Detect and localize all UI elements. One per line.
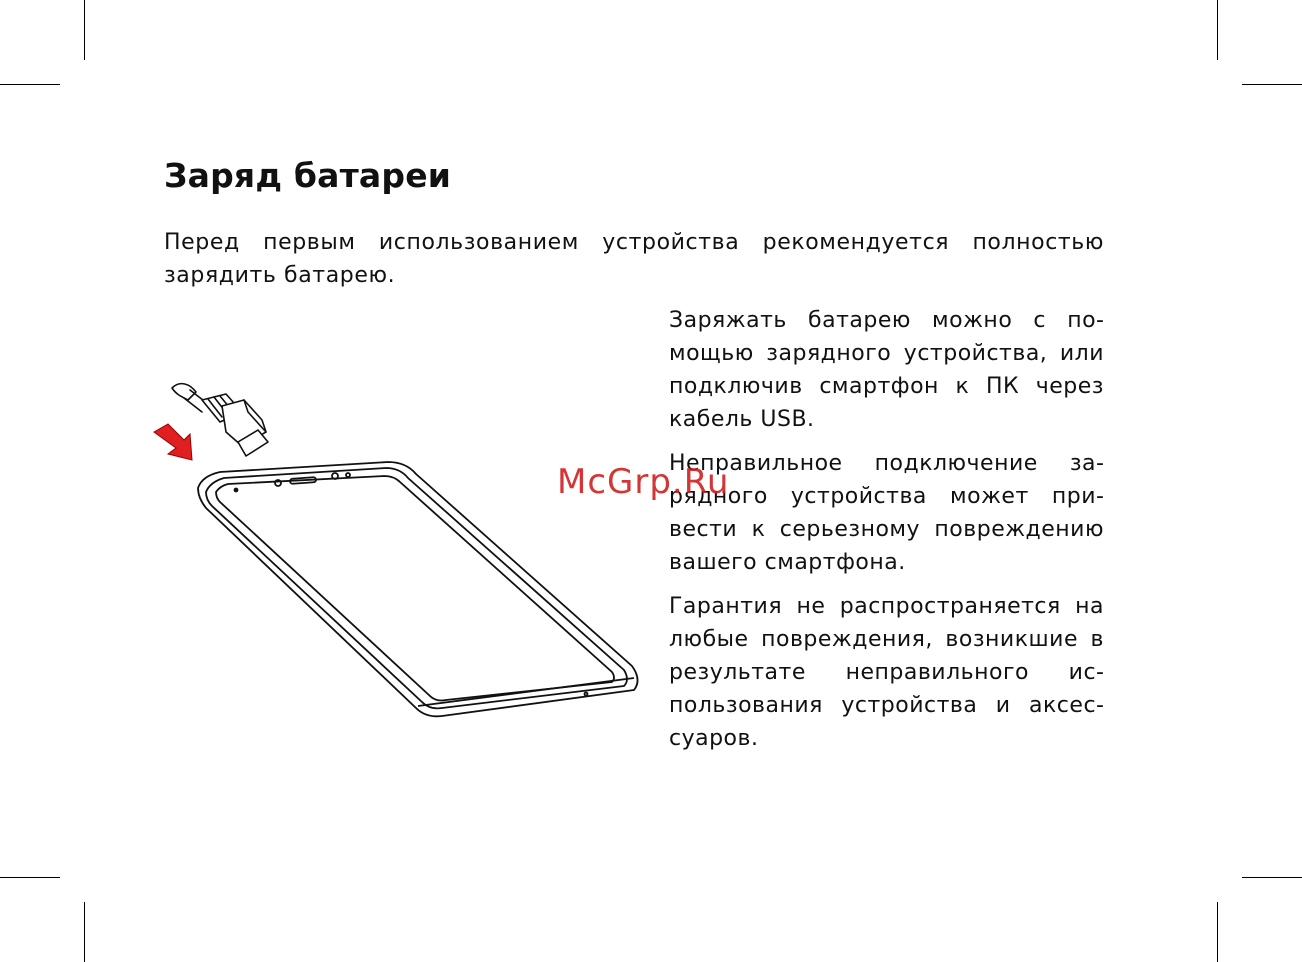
watermark: McGrp.Ru <box>557 462 730 502</box>
phone-charging-usb-icon <box>150 370 650 730</box>
crop-mark-top-left-h <box>0 84 60 85</box>
warning-paragraph: Неправильное подключение зарядного устройства может привести к серьезному повреждению вашего смартфона. <box>669 451 1104 575</box>
crop-mark-bottom-right-h <box>1242 877 1302 878</box>
crop-mark-bottom-left <box>84 902 85 962</box>
crop-mark-top-left <box>84 0 85 60</box>
insert-direction-arrow <box>154 424 192 460</box>
crop-mark-bottom-right <box>1217 902 1218 962</box>
right-column <box>669 304 1104 766</box>
page-title: Заряд батареи <box>164 156 452 195</box>
crop-mark-bottom-left-h <box>0 877 60 878</box>
charging-methods-paragraph: Заряжать батарею можно с помощью зарядного устройства, или подключив смартфон к ПК через кабель USB. <box>669 308 1104 432</box>
warranty-paragraph: Гарантия не распространяется на любые повреждения, возникшие в результате неправильного использования устройства и аксессуаров. <box>669 594 1104 751</box>
crop-mark-top-right-h <box>1242 84 1302 85</box>
intro-paragraph: Перед первым использованием устройства рекомендуется полностью зарядить батарею. <box>164 230 1104 288</box>
crop-mark-top-right <box>1217 0 1218 60</box>
